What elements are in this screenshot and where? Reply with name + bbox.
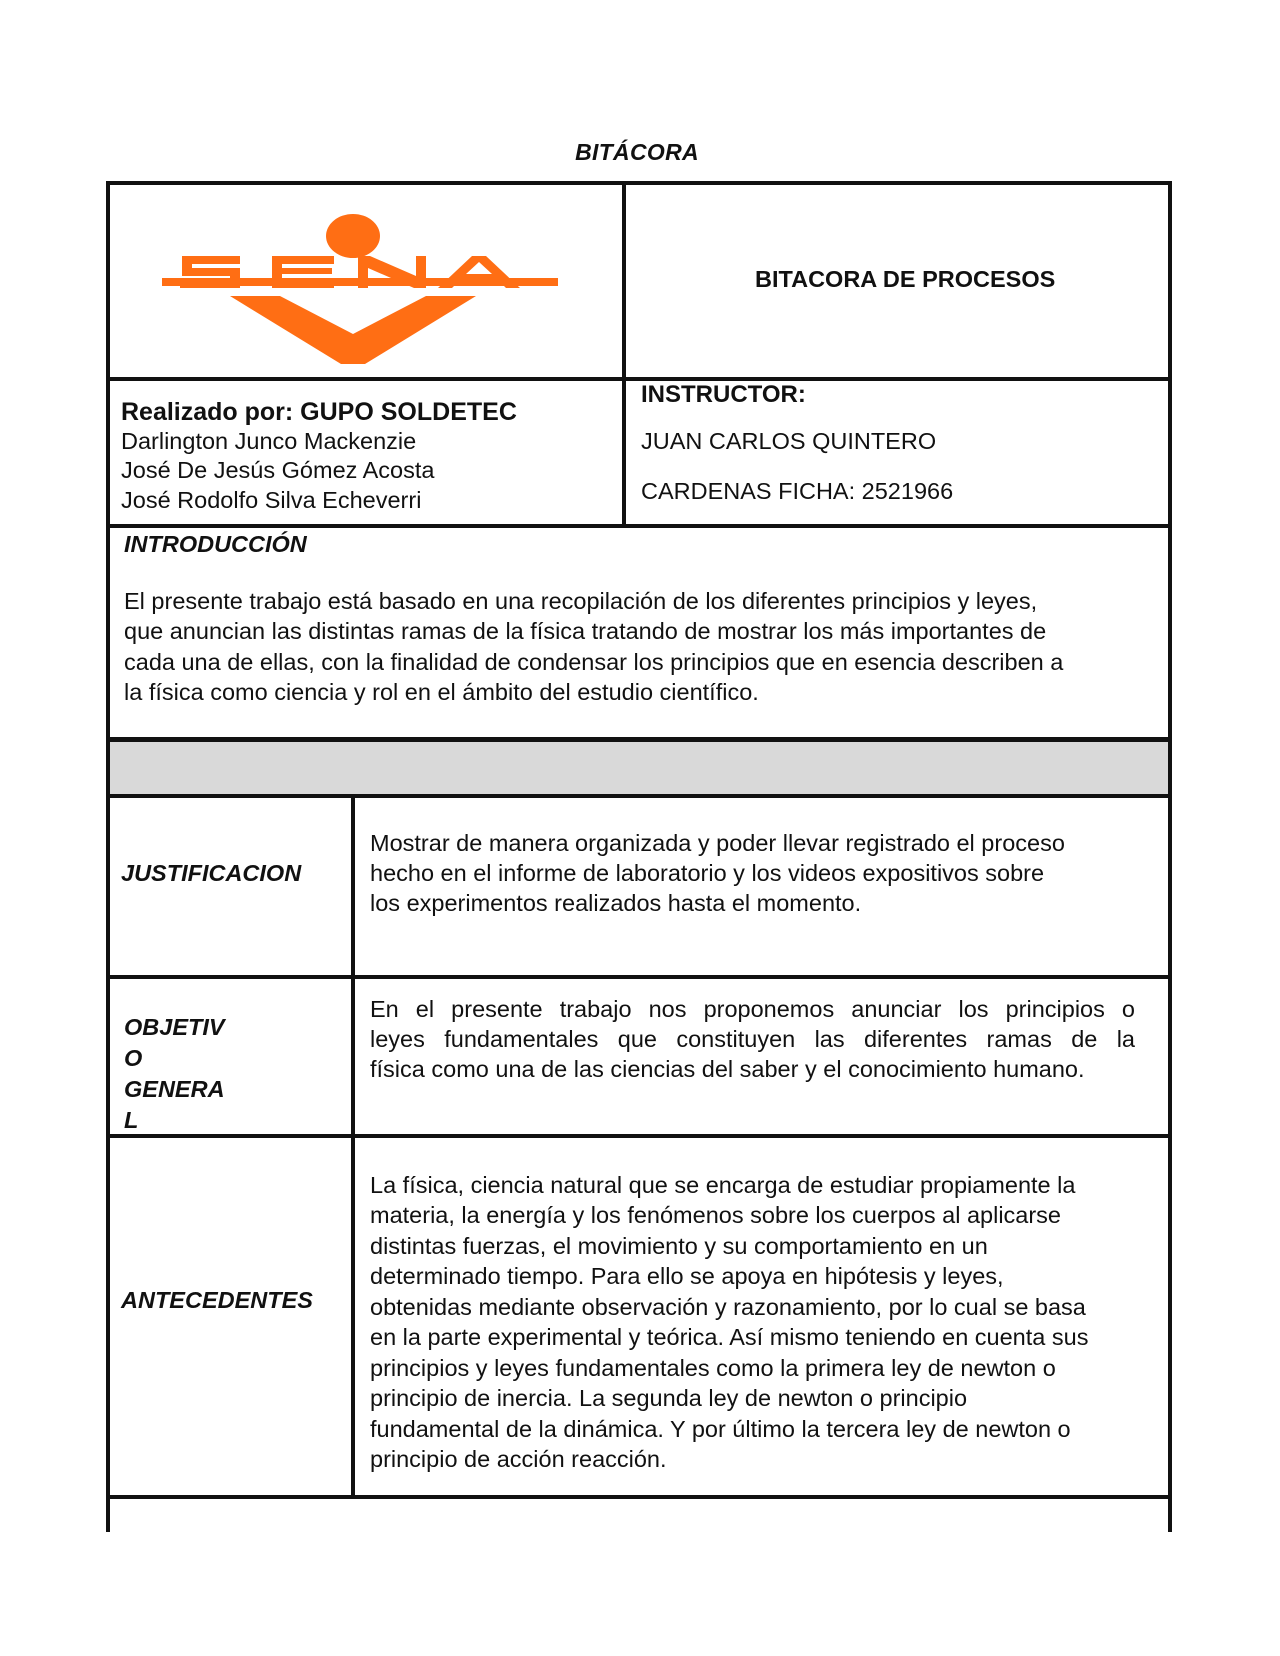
border-row6 [106,1134,1172,1138]
border-mid-top [622,181,626,528]
justificacion-label: JUSTIFICACION [121,860,302,886]
instructor-label: INSTRUCTOR: [641,381,806,408]
introduccion-heading: INTRODUCCIÓN [124,531,307,557]
antecedentes-line: materia, la energía y los fenómenos sobre los cuerpos al aplicarse [370,1202,1062,1228]
antecedentes-line: determinado tiempo. Para ello se apoya en hipótesis y leyes, [370,1263,1004,1289]
logo-body [230,296,476,364]
antecedentes-line: obtenidas mediante observación y razonamiento, por lo cual se basa [370,1294,1086,1320]
justificacion-line: los experimentos realizados hasta el momento. [370,890,862,916]
objetivo-line: En el presente trabajo nos proponemos anunciar los principios o [370,996,1135,1022]
justificacion-line: hecho en el informe de laboratorio y los videos expositivos sobre [370,860,1045,886]
justificacion-line: Mostrar de manera organizada y poder llevar registrado el proceso [370,830,1065,856]
border-row5 [106,975,1172,979]
objetivo-label-line: GENERA [124,1076,225,1102]
sena-logo [160,214,560,364]
border-left [106,181,110,1532]
instructor-ficha: CARDENAS FICHA: 2521966 [641,478,954,504]
objetivo-line: leyes fundamentales que constituyen las diferentes ramas de la [370,1026,1135,1052]
antecedentes-line: principios y leyes fundamentales como la primera ley de newton o [370,1355,1056,1381]
antecedentes-label: ANTECEDENTES [121,1287,313,1313]
introduccion-line: la física como ciencia y rol en el ámbito del estudio científico. [124,679,759,705]
logo-head [326,214,380,258]
antecedentes-line: en la parte experimental y teórica. Así mismo teniendo en cuenta sus [370,1324,1089,1350]
authors-heading: Realizado por: GUPO SOLDETEC [121,398,517,426]
section-divider-band [110,742,1168,795]
objetivo-label-line: L [124,1107,139,1133]
antecedentes-line: fundamental de la dinámica. Y por último la tercera ley de newton o [370,1416,1071,1442]
antecedentes-line: principio de inercia. La segunda ley de newton o principio [370,1385,968,1411]
border-label-col [351,794,355,1499]
author-name-3: José Rodolfo Silva Echeverri [121,487,422,513]
author-name-1: Darlington Junco Mackenzie [121,428,417,454]
introduccion-line: El presente trabajo está basado en una recopilación de los diferentes principios y leyes, [124,588,1038,614]
document-title: BITÁCORA [575,139,699,165]
border-row1 [106,377,1172,381]
antecedentes-line: distintas fuerzas, el movimiento y su comportamiento en un [370,1233,988,1259]
border-row7 [106,1495,1172,1499]
introduccion-line: que anuncian las distintas ramas de la física tratando de mostrar los más importantes de [124,618,1047,644]
introduccion-line: cada una de ellas, con la finalidad de condensar los principios que en esencia describen a [124,649,1064,675]
border-right [1168,181,1172,1532]
objetivo-label-line: O [124,1045,143,1071]
border-top [106,181,1172,185]
antecedentes-line: La física, ciencia natural que se encarga de estudiar propiamente la [370,1172,1076,1198]
border-row3 [106,737,1172,742]
sena-logo-graphic [160,214,560,364]
antecedentes-line: principio de acción reacción. [370,1446,667,1472]
process-title: BITACORA DE PROCESOS [755,266,1056,292]
border-row4 [106,794,1172,798]
author-name-2: José De Jesús Gómez Acosta [121,457,435,483]
objetivo-line: física como una de las ciencias del saber y el conocimiento humano. [370,1056,1085,1082]
objetivo-label-line: OBJETIV [124,1014,225,1040]
border-row2 [106,524,1172,528]
instructor-name: JUAN CARLOS QUINTERO [641,428,937,454]
